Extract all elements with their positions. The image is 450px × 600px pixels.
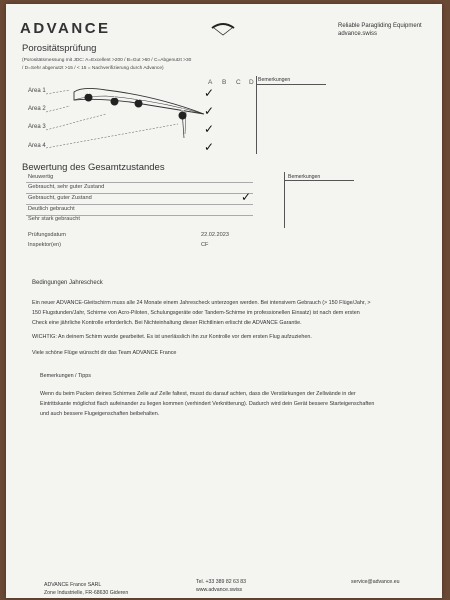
remarks-underline: [256, 84, 326, 85]
footer-company: ADVANCE France SARL Zone Industrielle, FR-68630 Gideren: [44, 582, 129, 596]
wing-profile-diagram: [46, 84, 216, 156]
column-c: C: [236, 79, 241, 86]
area-1-check: ✓: [204, 86, 215, 100]
column-b: B: [222, 79, 227, 86]
remarks-divider: [256, 76, 257, 154]
porosity-remarks-header: Bemerkungen: [258, 77, 291, 83]
porosity-title: Porositätsprüfung: [22, 43, 97, 54]
condition-very-good: Gebraucht, sehr guter Zustand: [28, 184, 105, 190]
porosity-legend: (Porositätsmessung mit JDC: A=Excellent >200 / B=Gut >60 / C=Abgenutzt >30 / D=Sehr abgenutzt >15 / < 15 = Nachverifizierung durch Advance): [22, 58, 192, 71]
inspector-label: Inspektor(en): [28, 242, 61, 248]
area-2-label: Area 2: [28, 106, 46, 112]
test-date-value: 22.02.2023: [201, 232, 229, 238]
wing-marker-2-label: 2: [113, 94, 116, 100]
tips-title: Bemerkungen / Tipps: [40, 373, 91, 379]
condition-new: Neuwertig: [28, 174, 54, 180]
column-a: A: [208, 79, 213, 86]
document-page: [6, 4, 442, 598]
wing-marker-1-label: 1: [87, 90, 90, 96]
wing-marker-3-label: 3: [137, 96, 140, 102]
tips-paragraph: Wenn du beim Packen deines Schirmes Zelle auf Zelle faltest, musst du darauf achten, dass die Verstärkungen der Zellwände in der Eintrittskante möglichst flach aufeinander zu liegen kommen (verhindert Verknitterung). Dadurch wird dein Gerät bessere Starteigenschaften und auch bessere Flugeigenschaften beibehalten.: [40, 391, 375, 417]
area-3-check: ✓: [204, 122, 215, 136]
area-1-label: Area 1: [28, 88, 46, 94]
condition-good: Gebraucht, guter Zustand: [28, 195, 92, 201]
footer-email: service@advance.eu: [351, 579, 400, 585]
area-4-check: ✓: [204, 140, 215, 154]
annual-check-title: Bedingungen Jahrescheck: [32, 280, 103, 286]
assessment-remarks-header: Bemerkungen: [288, 174, 321, 180]
footer-contact: Tel. +33 389 82 63 83 www.advance.swiss: [196, 579, 247, 593]
annual-check-paragraph: Ein neuer ADVANCE-Gleitschirm muss alle 24 Monate einem Jahrescheck unterzogen werden. Bei intensivem Gebrauch (> 150 Flüge/Jahr, > 150 Flugstunden/Jahr, Schirme von Acro-Piloten, Schulungsgeräte oder Tandem-Schirme im professionellen Einsatz) ist nach dem ersten Check eine jährliche Kontrolle erforderlich. Bei Nichteinhaltung dieser Richtlinien erlischt die ADVANCE Garantie.: [32, 300, 371, 326]
inspector-value: CF: [201, 242, 209, 248]
advance-logo: ADVANCE: [20, 20, 111, 37]
row-divider: [26, 204, 253, 205]
column-d: D: [249, 79, 254, 86]
row-divider: [26, 182, 253, 183]
brand-tagline: Reliable Paragliding Equipment advance.swiss: [338, 23, 422, 37]
wing-marker-4-label: 4: [181, 108, 184, 114]
row-divider: [26, 193, 253, 194]
greeting-text: Viele schöne Flüge wünscht dir das Team ADVANCE France: [32, 350, 177, 356]
assessment-remarks-underline: [284, 180, 354, 181]
warning-text: WICHTIG: An deinem Schirm wurde gearbeitet. Es ist unerlässlich ihn zur Kontrolle vor dem ersten Flug aufzuziehen.: [32, 334, 312, 340]
paraglider-icon: [210, 22, 236, 39]
area-3-label: Area 3: [28, 124, 46, 130]
assessment-title: Bewertung des Gesamtzustandes: [22, 162, 165, 173]
condition-heavily-used: Sehr stark gebraucht: [28, 216, 80, 222]
area-2-check: ✓: [204, 104, 215, 118]
condition-clearly-used: Deutlich gebraucht: [28, 206, 75, 212]
test-date-label: Prüfungsdatum: [28, 232, 66, 238]
area-4-label: Area 4: [28, 143, 46, 149]
condition-good-check: ✓: [241, 190, 252, 204]
